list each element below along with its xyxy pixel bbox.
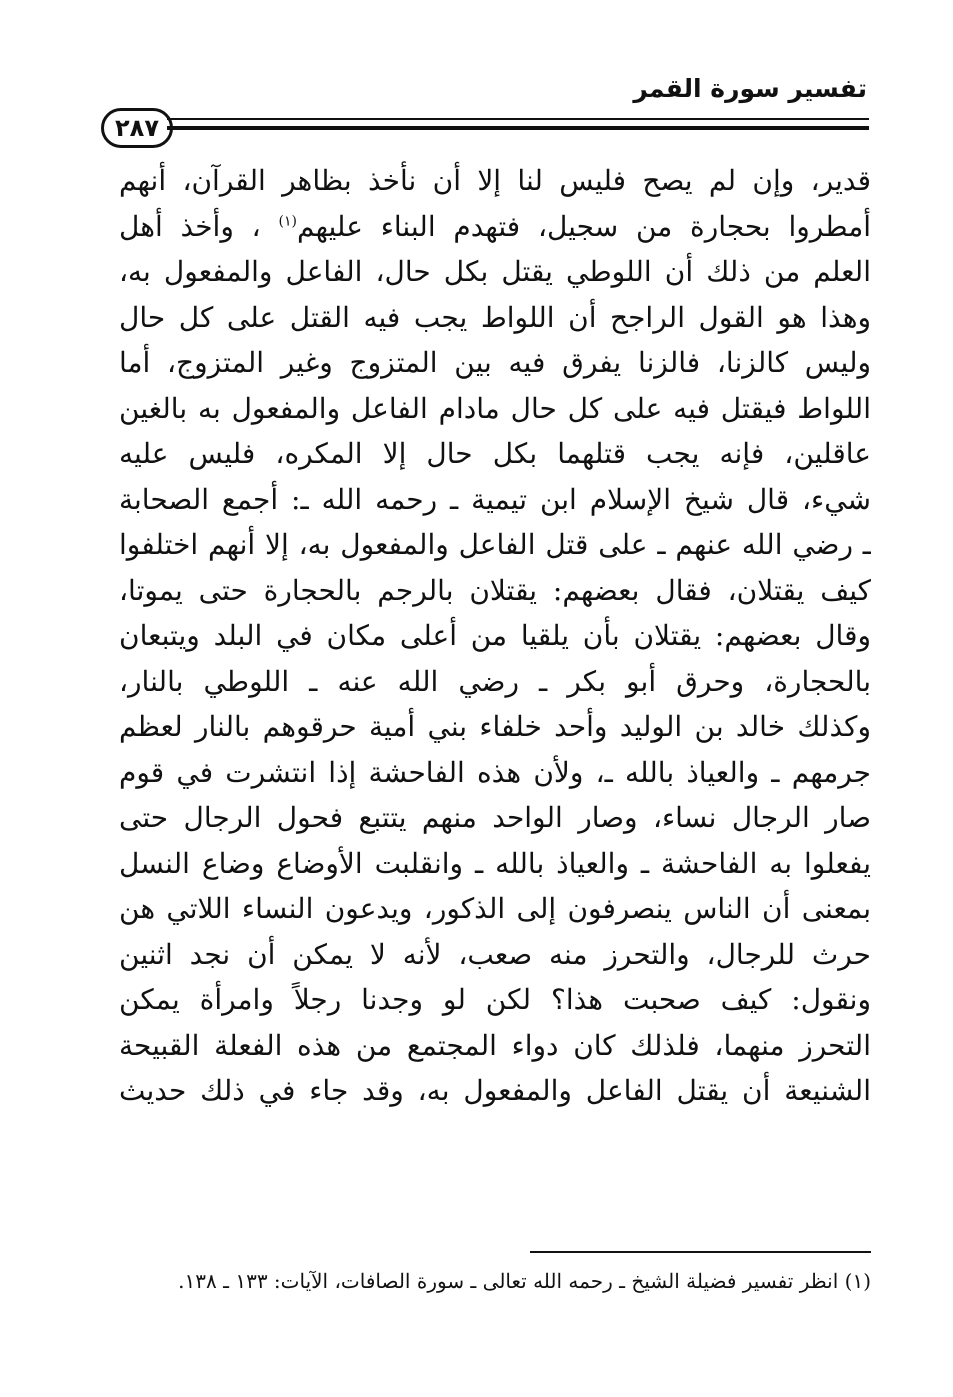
body-line-text: أمطروا بحجارة من سجيل، فتهدم البناء عليهم [296,209,871,243]
body-line [119,204,871,250]
body-line: بمعنى أن الناس ينصرفون إلى الذكور، ويدعون النساء اللاتي هن [119,892,871,925]
body-line: ـ رضي الله عنهم ـ على قتل الفاعل والمفعول به، إلا أنهم اختلفوا [119,528,871,561]
footnote-separator [530,1251,871,1253]
body-line: التحرز منهما، فلذلك كان دواء المجتمع من هذه الفعلة القبيحة [119,1028,871,1062]
body-line: عاقلين، فإنه يجب قتلهما بكل حال إلا المكره، فليس عليه [119,437,871,470]
body-line: اللواط فيقتل فيه على كل حال مادام الفاعل والمفعول به بالغين [119,391,871,425]
body-text [119,158,871,1114]
body-line: وكذلك خالد بن الوليد وأحد خلفاء بني أمية حرقوهم بالنار لعظم [119,710,871,743]
body-line: ونقول: كيف صحبت هذا؟ لكن لو وجدنا رجلاً وامرأة يمكن [119,983,871,1016]
body-line: وقال بعضهم: يقتلان بأن يلقيا من أعلى مكان في البلد ويتبعان [119,619,871,652]
body-line: الشنيعة أن يقتل الفاعل والمفعول به، وقد جاء في ذلك حديث [119,1074,871,1107]
body-line: شيء، قال شيخ الإسلام ابن تيمية ـ رحمه الله ـ: أجمع الصحابة [119,482,871,516]
header-rule-thin [167,118,869,120]
body-line: وهذا هو القول الراجح أن اللواط يجب فيه القتل على كل حال [119,300,871,334]
body-line: حرث للرجال، والتحرز منه صعب، لأنه لا يمكن أن نجد اثنين [119,937,871,971]
header-rule-thick [167,126,869,130]
body-line: صار الرجال نساء، وصار الواحد منهم يتتبع فحول الرجال حتى [119,801,871,834]
footnote: (١) انظر تفسير فضيلة الشيخ ـ رحمه الله تعالى ـ سورة الصافات، الآيات: ١٣٣ ـ ١٣٨. [178,1269,871,1293]
body-line-tail: ، وأخذ أهل [119,209,261,243]
footnote-reference[interactable]: (١) [278,213,297,230]
page-number-badge: ٢٨٧ [101,108,173,148]
body-line: بالحجارة، وحرق أبو بكر ـ رضي الله عنه ـ اللوطي بالنار، [119,664,871,698]
body-line: قدير، وإن لم يصح فليس لنا إلا أن نأخذ بظاهر القرآن، أنهم [119,164,871,197]
page-header-title: تفسير سورة القمر [633,74,867,103]
body-line: العلم من ذلك أن اللوطي يقتل بكل حال، الفاعل والمفعول به، [119,255,871,288]
body-line: يفعلوا به الفاحشة ـ والعياذ بالله ـ وانقلبت الأوضاع وضاع النسل [119,846,871,880]
body-line: كيف يقتلان، فقال بعضهم: يقتلان بالرجم بالحجارة حتى يموتا، [119,573,871,607]
body-line: جرمهم ـ والعياذ بالله ـ، ولأن هذه الفاحشة إذا انتشرت في قوم [119,755,871,789]
body-line: وليس كالزنا، فالزنا يفرق فيه بين المتزوج وغير المتزوج، أما [119,346,871,379]
